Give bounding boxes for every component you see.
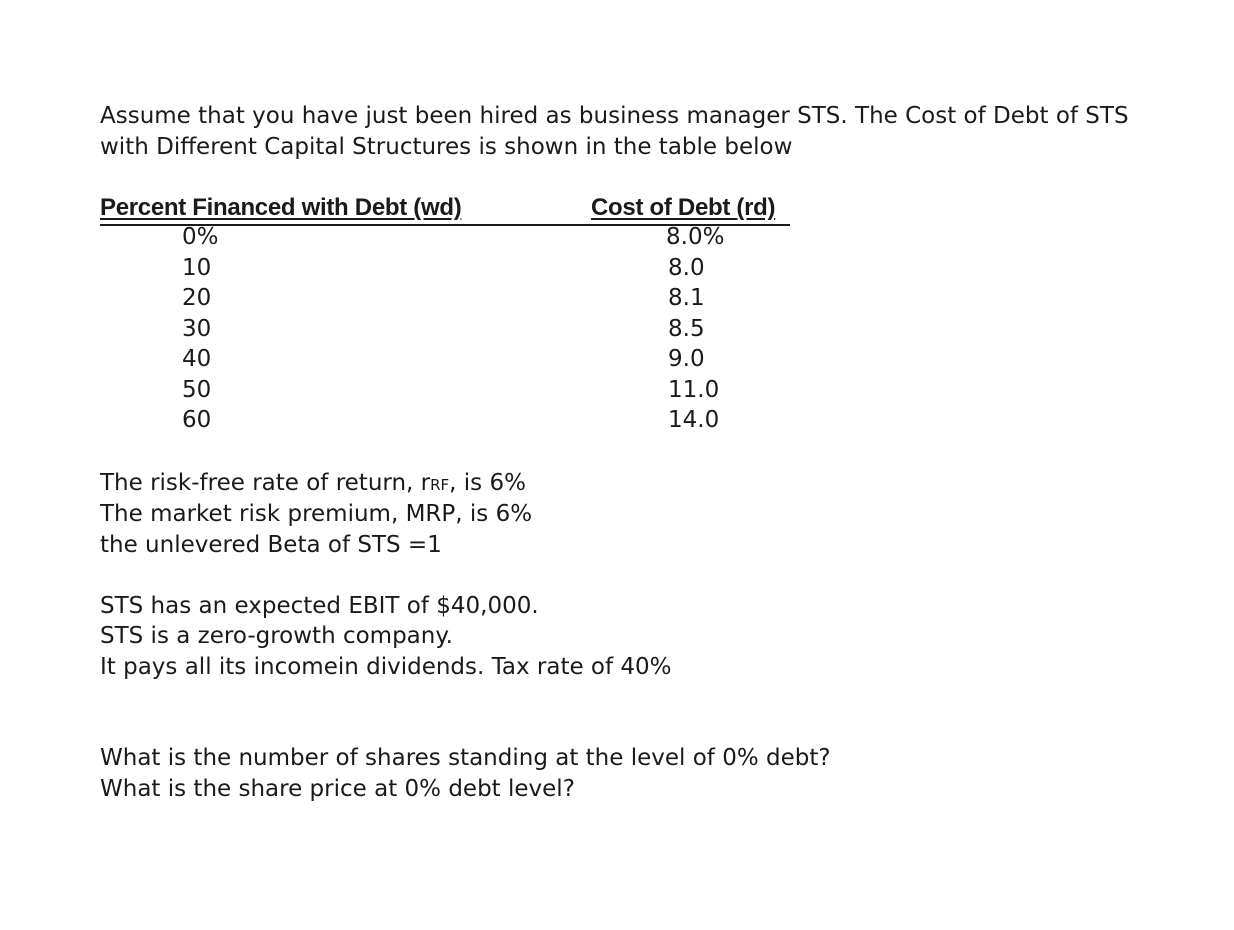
cost-of-debt-cell: 8.5 <box>668 315 705 342</box>
question-shares-outstanding: What is the number of shares standing at the level of 0% debt? <box>100 745 831 771</box>
debt-table-header <box>100 192 790 226</box>
percent-debt-cell: 60 <box>182 407 212 433</box>
table-row <box>100 283 790 314</box>
percent-debt-cell: 20 <box>182 285 212 311</box>
risk-free-rate-line <box>100 468 526 500</box>
table-row <box>100 253 790 284</box>
unlevered-beta-line: the unlevered Beta of STS =1 <box>100 532 442 558</box>
table-row <box>100 405 790 436</box>
risk-free-suffix: , is 6% <box>449 470 526 496</box>
table-row <box>100 344 790 375</box>
risk-free-prefix: The risk-free rate of return, r <box>100 470 431 496</box>
market-risk-premium-line: The market risk premium, MRP, is 6% <box>100 501 533 527</box>
header-percent-financed: Percent Financed with Debt (wd) <box>100 194 462 221</box>
header-cost-of-debt: Cost of Debt (rd) <box>591 194 776 221</box>
percent-debt-cell: 30 <box>182 315 212 342</box>
question-share-price: What is the share price at 0% debt level? <box>100 776 575 802</box>
cost-of-debt-cell: 11.0 <box>668 376 720 403</box>
table-row <box>100 314 790 345</box>
ebit-line: STS has an expected EBIT of $40,000. <box>100 593 539 619</box>
cost-of-debt-cell: 9.0 <box>668 346 705 372</box>
intro-line-2: with Different Capital Structures is shown in the table below <box>100 134 793 160</box>
cost-of-debt-cell: 8.1 <box>668 285 705 311</box>
cost-of-debt-cell: 8.0% <box>666 224 725 250</box>
risk-free-subscript: RF <box>430 476 450 494</box>
table-row <box>100 222 790 253</box>
growth-line: STS is a zero-growth company. <box>100 623 453 649</box>
cost-of-debt-cell: 8.0 <box>668 254 705 281</box>
debt-table-body <box>100 222 790 436</box>
percent-debt-cell: 0% <box>182 224 219 250</box>
percent-debt-cell: 50 <box>182 376 212 403</box>
cost-of-debt-cell: 14.0 <box>668 407 720 433</box>
percent-debt-cell: 10 <box>182 254 212 281</box>
intro-line-1: Assume that you have just been hired as business manager STS. The Cost of Debt of STS <box>100 103 1129 129</box>
dividends-tax-line: It pays all its incomein dividends. Tax rate of 40% <box>100 654 672 680</box>
table-row <box>100 375 790 406</box>
percent-debt-cell: 40 <box>182 346 212 372</box>
